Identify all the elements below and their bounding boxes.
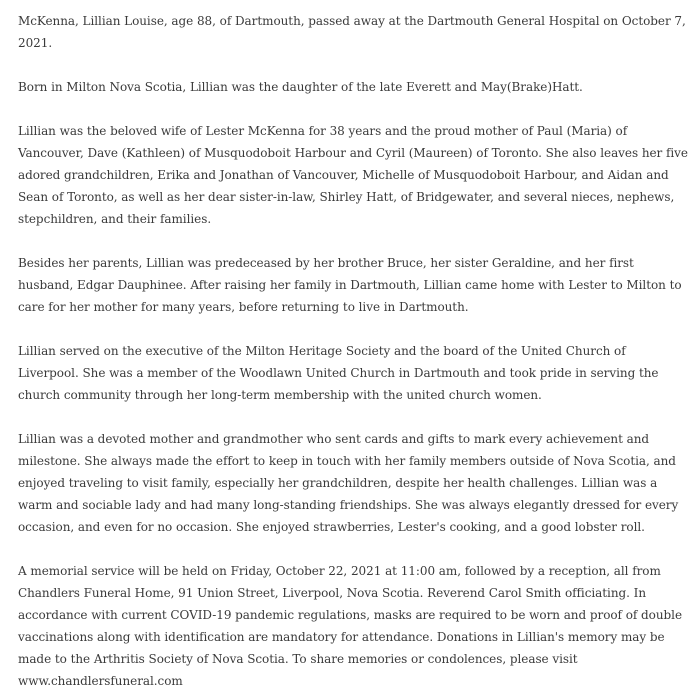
obituary-predeceased-paragraph: Besides her parents, Lillian was predeceased by her brother Bruce, her sister Geraldine, and her first husband, Edgar Dauphinee. After raising her family in Dartmouth, Lillian came home with Lester to Milton to care for her mother for many years, before returning to live in Dartmouth. <box>18 256 682 314</box>
obituary-character-paragraph: Lillian was a devoted mother and grandmother who sent cards and gifts to mark every achievement and milestone. She always made the effort to keep in touch with her family members outside of Nova Scotia, and enjoyed traveling to visit family, especially her grandchildren, despite her health challenges. Lillian was a warm and sociable lady and had many long-standing friendships. She was always elegantly dressed for every occasion, and even for no occasion. She enjoyed strawberries, Lester's cooking, and a good lobster roll. <box>18 432 679 534</box>
obituary-memorial-paragraph: A memorial service will be held on Friday, October 22, 2021 at 11:00 am, followed by a reception, all from Chandlers Funeral Home, 91 Union Street, Liverpool, Nova Scotia. Reverend Carol Smith officiating. In accordance with current COVID-19 pandemic regulations, masks are required to be worn and proof of double vaccinations along with identification are mandatory for attendance. Donations in Lillian's memory may be made to the Arthritis Society of Nova Scotia. To share memories or condolences, please visit www.chandlersfuneral.com <box>18 564 682 688</box>
obituary-family-paragraph: Lillian was the beloved wife of Lester McKenna for 38 years and the proud mother of Paul (Maria) of Vancouver, Dave (Kathleen) of Musquodoboit Harbour and Cyril (Maureen) of Toronto. She also leaves her five adored grandchildren, Erika and Jonathan of Vancouver, Michelle of Musquodoboit Harbour, and Aidan and Sean of Toronto, as well as her dear sister-in-law, Shirley Hatt, of Bridgewater, and several nieces, nephews, stepchildren, and their families. <box>18 124 688 226</box>
obituary-community-paragraph: Lillian served on the executive of the Milton Heritage Society and the board of the United Church of Liverpool. She was a member of the Woodlawn United Church in Dartmouth and took pride in serving the church community through her long-term membership with the united church women. <box>18 344 659 402</box>
obituary-birth-paragraph: Born in Milton Nova Scotia, Lillian was the daughter of the late Everett and May(Brake)Hatt. <box>18 80 583 94</box>
obituary-intro-paragraph: McKenna, Lillian Louise, age 88, of Dartmouth, passed away at the Dartmouth General Hospital on October 7, 2021. <box>18 14 686 50</box>
